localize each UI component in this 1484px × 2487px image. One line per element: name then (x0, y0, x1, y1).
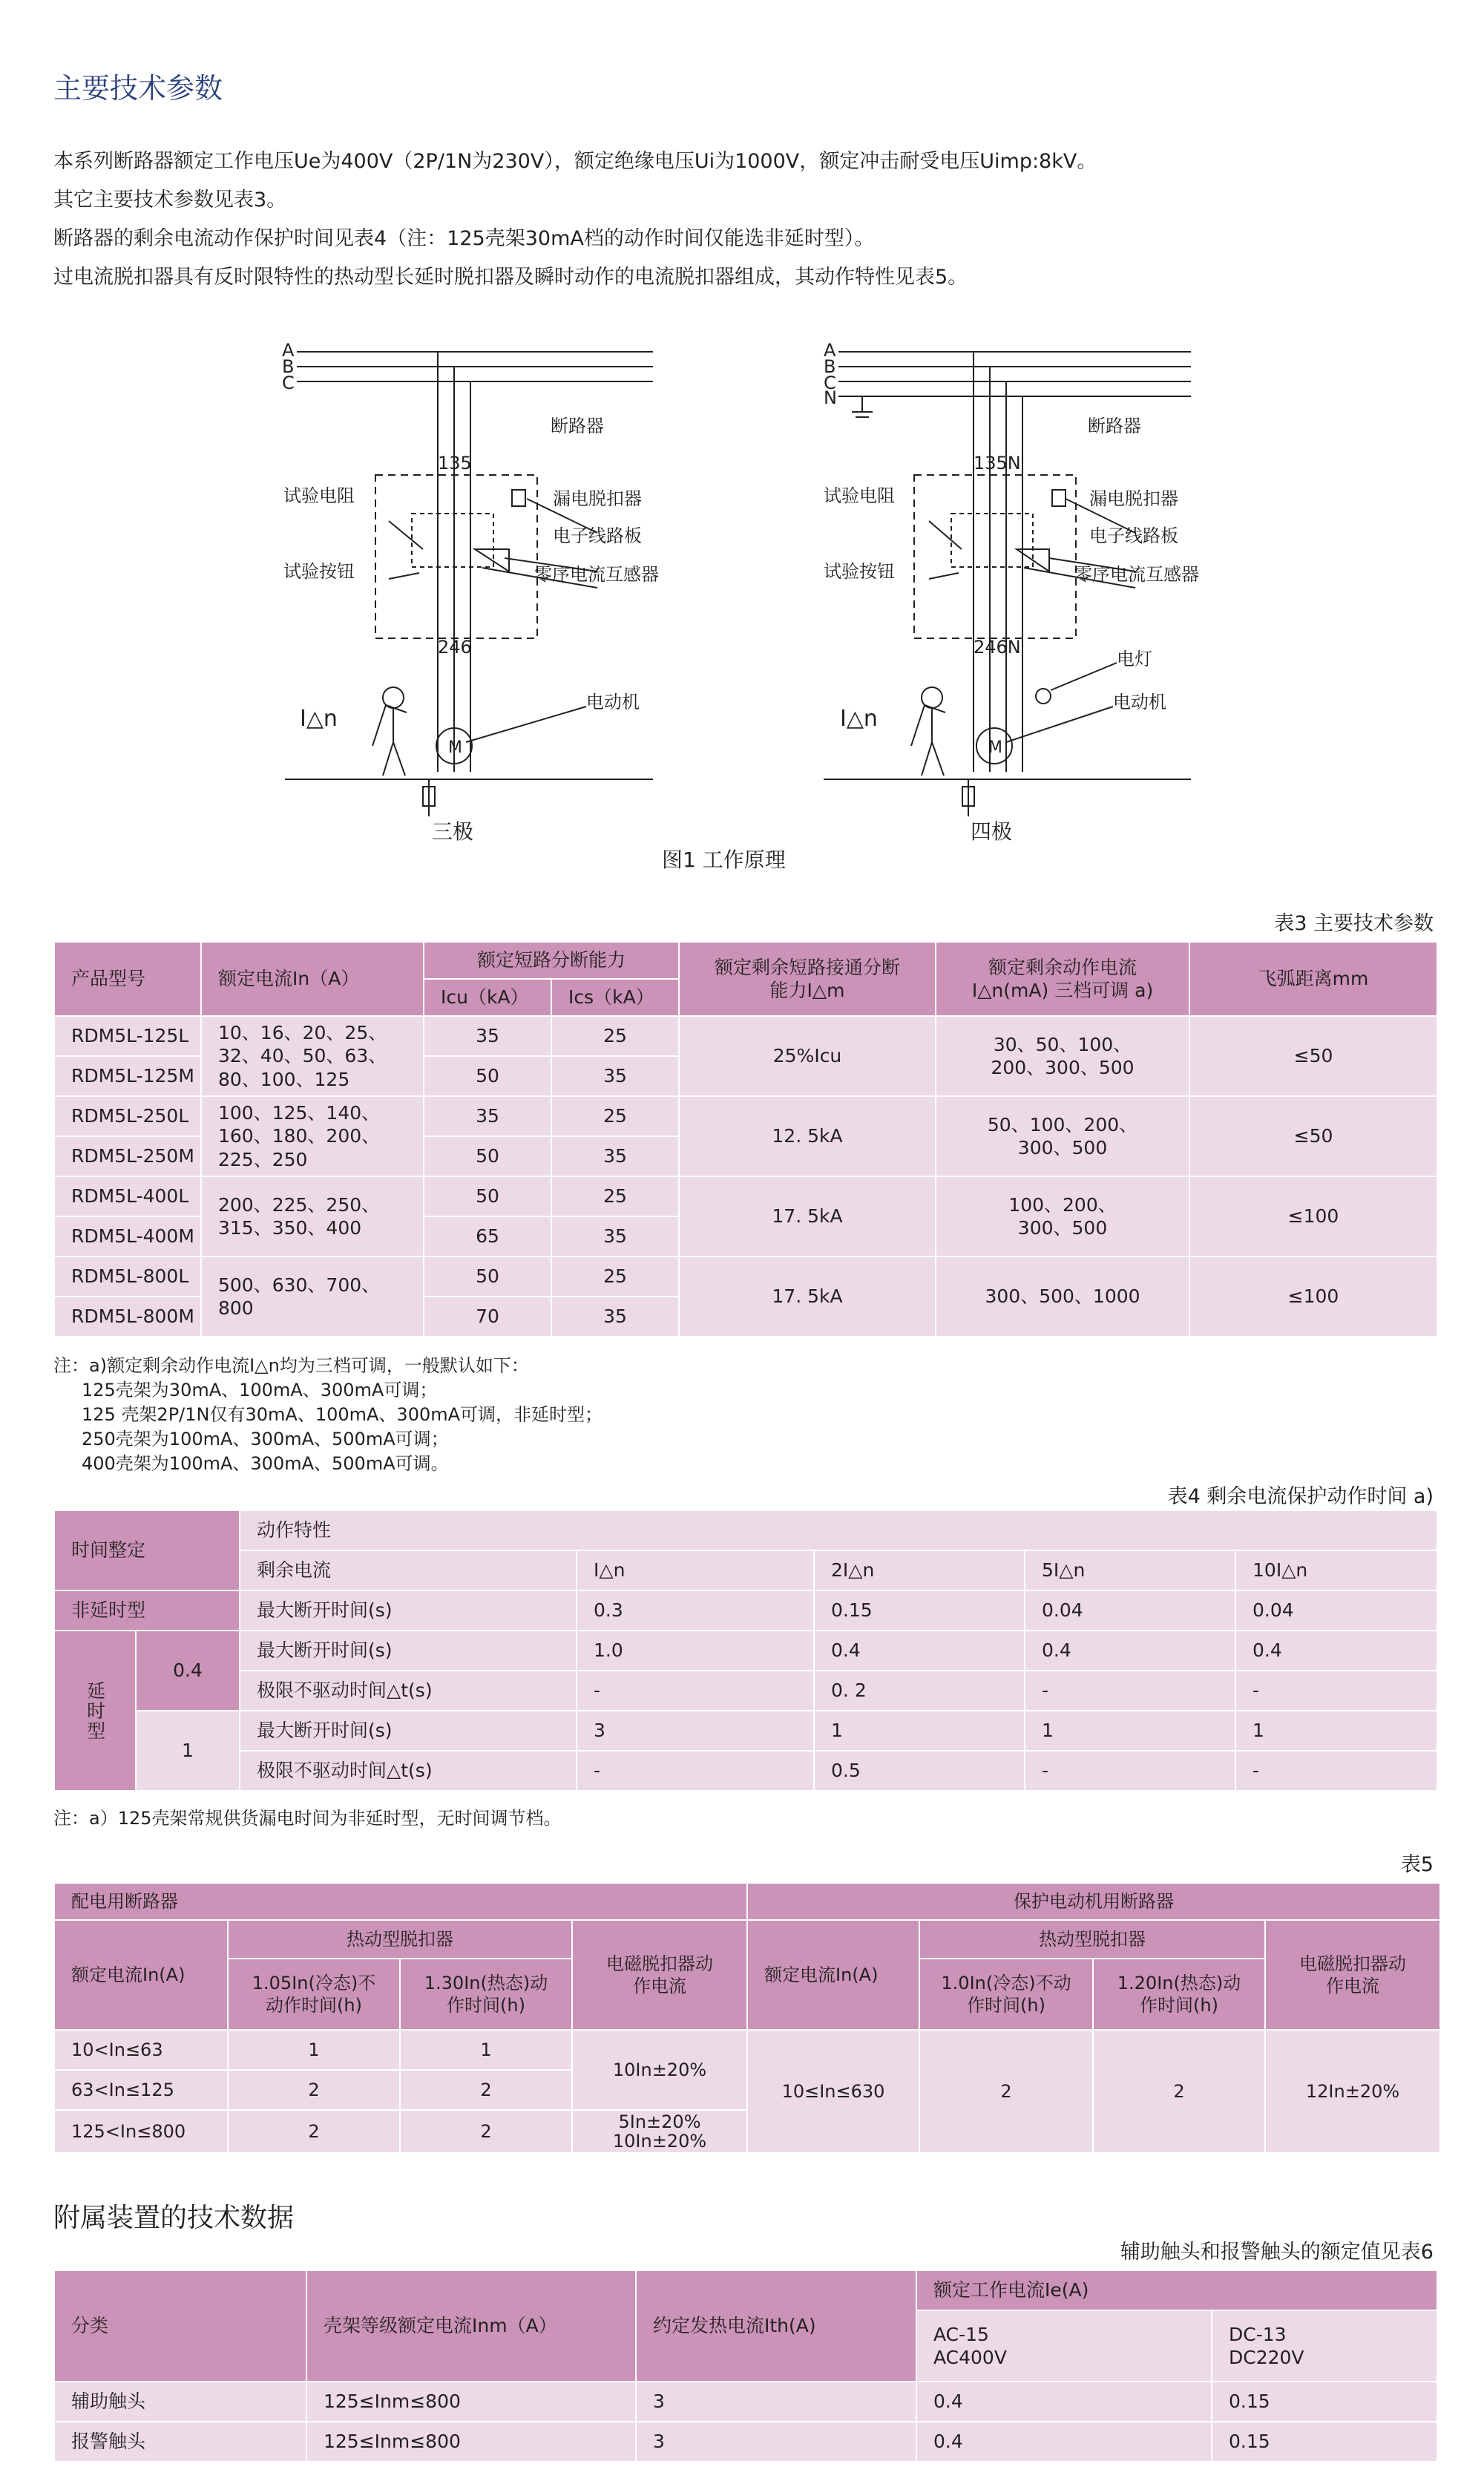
cell: 2 (1093, 2030, 1265, 2153)
table-row (54, 2422, 1437, 2462)
cell: 100、125、140、160、180、200、225、250 (201, 1096, 424, 1176)
table6 (53, 2270, 1438, 2463)
cell: 2 (400, 2070, 572, 2110)
cell: 延时型 (54, 1631, 136, 1791)
cell: - (1235, 1751, 1437, 1791)
cell: 2I△n (814, 1550, 1025, 1590)
cell: 300、500、1000 (936, 1256, 1189, 1337)
cell: 0.4 (916, 2422, 1212, 2462)
cell: 0.4 (1025, 1631, 1235, 1671)
cell: 最大断开时间(s) (240, 1590, 577, 1631)
cell: RDM5L-125L (54, 1016, 201, 1056)
cell (572, 2110, 747, 2153)
table4 (53, 1510, 1438, 1792)
cell: RDM5L-400L (54, 1176, 201, 1216)
cell: 63<In≤125 (54, 2070, 228, 2110)
cell: 0. 2 (814, 1671, 1025, 1711)
terminals-bottom: 246N (974, 637, 1021, 658)
line-label: C (824, 373, 836, 393)
terminals-top: 135N (974, 453, 1021, 474)
table4-note: 注：a）125壳架常规供货漏电时间为非延时型，无时间调节档。 (53, 1808, 562, 1829)
cell: 30、50、100、200、300、500 (936, 1016, 1189, 1096)
cell: 非延时型 (54, 1590, 240, 1631)
cell: 250壳架为100mA、300mA、500mA可调； (82, 1429, 449, 1449)
cell: 12. 5kA (679, 1096, 936, 1176)
cell: 10≤In≤630 (747, 2030, 919, 2153)
cell: 0.4 (814, 1631, 1025, 1671)
cell: 10In±20% (612, 2131, 707, 2152)
cell: 35 (551, 1297, 679, 1337)
table-row (54, 1631, 1437, 1671)
label-leak-release: 漏电脱扣器 (1089, 488, 1178, 509)
cell: 25 (551, 1096, 679, 1136)
cell: 500、630、700、800 (201, 1256, 424, 1337)
cell: 最大断开时间(s) (240, 1711, 577, 1751)
cell: 25 (551, 1016, 679, 1056)
line-label: A (282, 340, 295, 361)
label-ct: 零序电流互感器 (1074, 564, 1199, 585)
label-idn: I△n (300, 706, 338, 732)
cell: 分类 (54, 2270, 306, 2382)
cell: 额定工作电流Ie(A) (916, 2270, 1437, 2310)
table3-caption: 表3 主要技术参数 (1274, 912, 1434, 935)
cell: 12In±20% (1265, 2030, 1440, 2153)
cell: 70 (424, 1297, 551, 1337)
cell: 0.4 (1235, 1631, 1437, 1671)
label-test-resistor: 试验电阻 (283, 485, 355, 506)
cell: 65 (424, 1216, 551, 1256)
th-model: 产品型号 (54, 942, 201, 1016)
cell: 额定电流In(A) (747, 1920, 919, 2030)
cell: 1.0In(冷态)不动作时间(h) (919, 1959, 1093, 2030)
cell: 注：a)额定剩余动作电流I△n均为三档可调，一般默认如下： (53, 1355, 529, 1376)
cell: - (577, 1751, 814, 1791)
intro-text (53, 142, 1097, 297)
cell: 50 (424, 1136, 551, 1176)
cell: 1.20In(热态)动作时间(h) (1093, 1959, 1265, 2030)
cell: 1.05In(冷态)不动作时间(h) (228, 1959, 400, 2030)
cell: - (1025, 1751, 1235, 1791)
cell: 125壳架为30mA、100mA、300mA可调； (82, 1380, 438, 1400)
cell: 0.5 (814, 1751, 1025, 1791)
cell: 1 (228, 2030, 400, 2070)
cell: 剩余电流 (240, 1550, 577, 1590)
cell: 0.15 (1212, 2382, 1437, 2422)
cell: 50 (424, 1176, 551, 1216)
label-board: 电子线路板 (553, 525, 642, 546)
figure-labels-right (824, 340, 1199, 844)
label-lamp: 电灯 (1117, 649, 1152, 669)
label-test-button: 试验按钮 (824, 561, 895, 582)
cell: 35 (551, 1216, 679, 1256)
cell: 125≤Inm≤800 (306, 2422, 636, 2462)
cell: 35 (551, 1056, 679, 1096)
cell: 35 (424, 1016, 551, 1056)
cell: 17. 5kA (679, 1176, 936, 1256)
table-row (54, 942, 1437, 979)
line-label: A (824, 340, 836, 361)
label-test-resistor: 试验电阻 (824, 485, 895, 506)
table5 (53, 1882, 1441, 2154)
intro-line: 断路器的剩余电流动作保护时间见表4（注：125壳架30mA档的动作时间仅能选非延时型）。 (53, 227, 875, 250)
cell: 0.15 (814, 1590, 1025, 1631)
terminals-bottom: 246 (438, 637, 472, 658)
table-row (54, 1256, 1437, 1297)
cell: 热动型脱扣器 (919, 1920, 1265, 1959)
cell: 5In±20% (618, 2111, 701, 2132)
cell: 额定电流In(A) (54, 1920, 228, 2030)
cell: DC-13 DC220V (1212, 2310, 1437, 2382)
table-row (54, 1711, 1437, 1751)
cell: 0.04 (1025, 1590, 1235, 1631)
th-icu: Icu（kA） (424, 979, 551, 1016)
cell: 0.4 (136, 1631, 240, 1711)
working-principle-figure (0, 327, 1484, 876)
table-row (54, 1751, 1437, 1791)
table4-caption: 表4 剩余电流保护动作时间 a) (1167, 1485, 1434, 1508)
cell: RDM5L-800M (54, 1297, 201, 1337)
cell: 50、100、200、300、500 (936, 1096, 1189, 1176)
cell: - (1235, 1671, 1437, 1711)
label-leak-release: 漏电脱扣器 (553, 488, 642, 509)
cell: 0.15 (1212, 2422, 1437, 2462)
th-ics: Ics（kA） (551, 979, 679, 1016)
intro-line: 其它主要技术参数见表3。 (53, 189, 287, 212)
cell: 辅助触头 (54, 2382, 306, 2422)
table3 (53, 941, 1438, 1337)
cell: - (577, 1671, 814, 1711)
accessory-heading: 附属装置的技术数据 (53, 2203, 295, 2233)
cell: 保护电动机用断路器 (747, 1883, 1440, 1920)
line-label: C (282, 373, 295, 393)
cell: 0.04 (1235, 1590, 1437, 1631)
cell: 125<In≤800 (54, 2110, 228, 2153)
cell: 25%Icu (679, 1016, 936, 1096)
line-label: B (282, 356, 295, 377)
th-residual-breaking: 额定剩余短路接通分断能力I△m (679, 942, 936, 1016)
cell: 0.4 (916, 2382, 1212, 2422)
cell: RDM5L-250M (54, 1136, 201, 1176)
cell: ≤100 (1189, 1256, 1437, 1337)
table-row (54, 1883, 1440, 1920)
cell: 最大断开时间(s) (240, 1631, 577, 1671)
cell: 电磁脱扣器动作电流 (1265, 1920, 1440, 2030)
cell: 2 (400, 2110, 572, 2153)
cell: 1 (1025, 1711, 1235, 1751)
cell: 10、16、20、25、32、40、50、63、80、100、125 (201, 1016, 424, 1096)
cell: 配电用断路器 (54, 1883, 747, 1920)
cell: 热动型脱扣器 (228, 1920, 572, 1959)
cell: 25 (551, 1176, 679, 1216)
cell: 1 (400, 2030, 572, 2070)
cell: 35 (551, 1136, 679, 1176)
cell: 50 (424, 1056, 551, 1096)
th-action: 动作特性 (240, 1510, 1437, 1550)
cell: 1 (1235, 1711, 1437, 1751)
table5-caption: 表5 (1400, 1853, 1434, 1876)
cell: 0.3 (577, 1590, 814, 1631)
table3-notes (53, 1354, 603, 1476)
cell: 2 (919, 2030, 1093, 2153)
caption-three-pole: 三极 (432, 819, 474, 844)
cell: 壳架等级额定电流Inm（A） (306, 2270, 636, 2382)
cell: 极限不驱动时间△t(s) (240, 1671, 577, 1711)
th-time-setting: 时间整定 (54, 1510, 240, 1590)
table-row (54, 1590, 1437, 1631)
intro-line: 过电流脱扣器具有反时限特性的热动型长延时脱扣器及瞬时动作的电流脱扣器组成，其动作特性见表5。 (53, 266, 968, 289)
intro-line: 本系列断路器额定工作电压Ue为400V（2P/1N为230V），额定绝缘电压Ui为1000V，额定冲击耐受电压Uimp:8kV。 (53, 150, 1097, 173)
table-row (54, 1920, 1440, 1959)
table-row (54, 1016, 1437, 1056)
table-row (54, 1671, 1437, 1711)
th-breaking: 额定短路分断能力 (424, 942, 679, 979)
label-ct: 零序电流互感器 (534, 564, 659, 585)
cell: 10<In≤63 (54, 2030, 228, 2070)
cell: 10I△n (1235, 1550, 1437, 1590)
cell: 3 (636, 2382, 916, 2422)
cell: 200、225、250、315、350、400 (201, 1176, 424, 1256)
label-breaker: 断路器 (1088, 416, 1141, 436)
cell: 极限不驱动时间△t(s) (240, 1751, 577, 1791)
cell: 1 (814, 1711, 1025, 1751)
page-title: 主要技术参数 (53, 72, 223, 105)
cell: 1 (136, 1711, 240, 1791)
cell: 约定发热电流Ith(A) (636, 2270, 916, 2382)
cell: - (1025, 1671, 1235, 1711)
cell: 50 (424, 1256, 551, 1297)
label-idn: I△n (840, 706, 878, 732)
cell: 125≤Inm≤800 (306, 2382, 636, 2422)
cell: 2 (228, 2070, 400, 2110)
table-row (54, 1176, 1437, 1216)
cell: 17. 5kA (679, 1256, 936, 1337)
cell: ≤50 (1189, 1016, 1437, 1096)
caption-four-pole: 四极 (971, 819, 1013, 844)
cell: 2 (228, 2110, 400, 2153)
cell: 10In±20% (572, 2030, 747, 2110)
label-breaker: 断路器 (551, 416, 604, 436)
cell: 25 (551, 1256, 679, 1297)
cell: 1.30In(热态)动作时间(h) (400, 1959, 572, 2030)
table-row (54, 2270, 1437, 2310)
cell: 100、200、300、500 (936, 1176, 1189, 1256)
cell: I△n (577, 1550, 814, 1590)
cell: 3 (577, 1711, 814, 1751)
motor-symbol: M (448, 738, 462, 757)
terminals-top: 135 (438, 453, 472, 474)
cell: AC-15 AC400V (916, 2310, 1212, 2382)
cell: 1.0 (577, 1631, 814, 1671)
table-row (54, 1550, 1437, 1590)
cell: ≤100 (1189, 1176, 1437, 1256)
cell: 400壳架为100mA、300mA、500mA可调。 (82, 1453, 449, 1474)
cell: 报警触头 (54, 2422, 306, 2462)
th-arc: 飞弧距离mm (1189, 942, 1437, 1016)
cell: RDM5L-400M (54, 1216, 201, 1256)
motor-symbol: M (988, 738, 1002, 757)
label-test-button: 试验按钮 (283, 561, 355, 582)
label-motor: 电动机 (586, 692, 640, 712)
figure-title: 图1 工作原理 (662, 848, 786, 872)
table-row (54, 1510, 1437, 1550)
cell: 5I△n (1025, 1550, 1235, 1590)
cell: RDM5L-125M (54, 1056, 201, 1096)
cell: ≤50 (1189, 1096, 1437, 1176)
th-residual-current: 额定剩余动作电流I△n(mA) 三档可调 a) (936, 942, 1189, 1016)
line-label: B (824, 356, 836, 377)
cell: 电磁脱扣器动作电流 (572, 1920, 747, 2030)
cell: 125 壳架2P/1N仅有30mA、100mA、300mA可调，非延时型； (82, 1404, 603, 1425)
label-board: 电子线路板 (1089, 525, 1178, 546)
table-row (54, 1096, 1437, 1136)
th-current: 额定电流In（A） (201, 942, 424, 1016)
label-motor: 电动机 (1113, 692, 1166, 712)
cell: RDM5L-800L (54, 1256, 201, 1297)
table-row (54, 2030, 1440, 2070)
line-label: N (824, 387, 837, 408)
cell: 35 (424, 1096, 551, 1136)
cell: 3 (636, 2422, 916, 2462)
cell: RDM5L-250L (54, 1096, 201, 1136)
table6-caption: 辅助触头和报警触头的额定值见表6 (1120, 2241, 1434, 2264)
table-row (54, 2382, 1437, 2422)
